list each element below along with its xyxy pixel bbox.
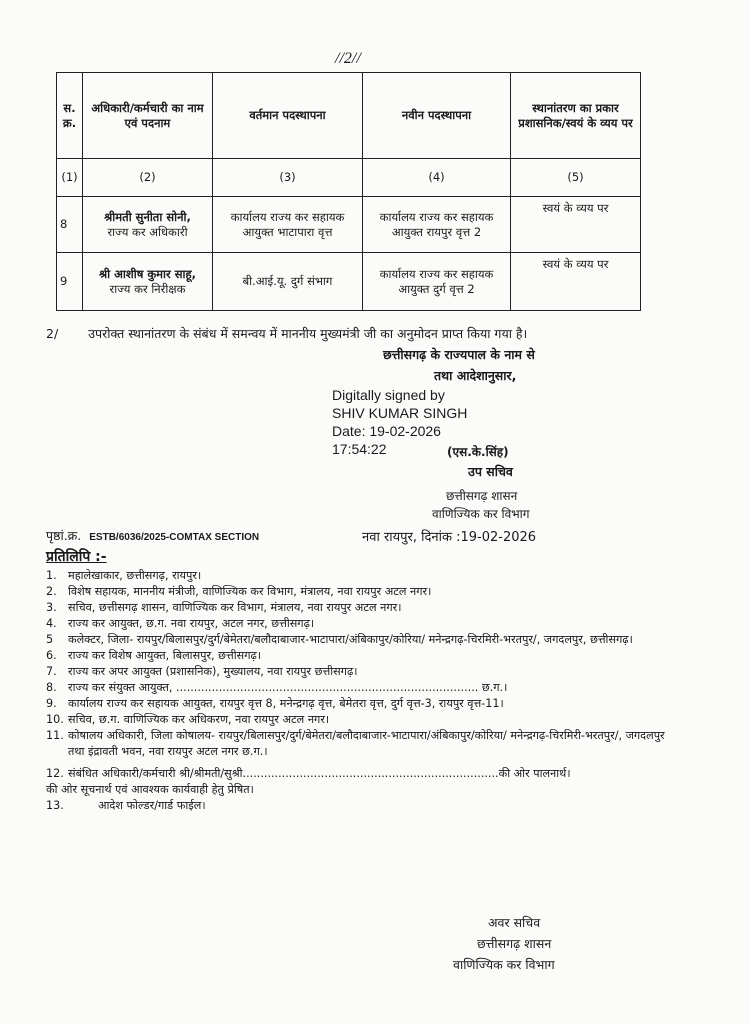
row-transfer-type: स्वयं के व्यय पर — [511, 197, 641, 253]
row-employee — [83, 197, 213, 253]
table-row — [57, 197, 641, 253]
list-item — [24, 782, 666, 798]
signer-short-name: (एस.के.सिंह) — [447, 445, 509, 459]
employee-designation: राज्य कर अधिकारी — [107, 224, 188, 239]
col-header-type: स्थानांतरण का प्रकार प्रशासनिक/स्वयं के व्यय पर — [511, 73, 641, 159]
row-new-posting: कार्यालय राज्य कर सहायक आयुक्त दुर्ग वृत्त 2 — [363, 253, 511, 311]
col-header-sno: स. क्र. — [57, 73, 83, 159]
col-num-2: (2) — [83, 159, 213, 197]
list-item — [46, 616, 666, 632]
item-number: 3. — [46, 601, 57, 614]
item-text: राज्य कर अपर आयुक्त (प्रशासनिक), मुख्यालय, नवा रायपुर छत्तीसगढ़। — [68, 665, 358, 678]
list-item — [46, 728, 666, 760]
employee-designation: राज्य कर निरीक्षक — [109, 281, 186, 296]
col-num-4: (4) — [363, 159, 511, 197]
paragraph-text: उपरोक्त स्थानांतरण के संबंध में समन्वय में माननीय मुख्यमंत्री जी का अनुमोदन प्राप्त किया गया है। — [88, 326, 528, 341]
col-num-3: (3) — [213, 159, 363, 197]
paragraph-number: 2/ — [46, 326, 59, 341]
copy-list — [46, 568, 666, 814]
governor-line-2: तथा आदेशानुसार, — [434, 368, 517, 383]
row-employee — [83, 253, 213, 311]
dsig-line-3: Date: 19-02-2026 — [332, 423, 441, 439]
row-transfer-type: स्वयं के व्यय पर — [511, 253, 641, 311]
item-text: कलेक्टर, जिला- रायपुर/बिलासपुर/दुर्ग/बेमेतरा/बलौदाबाजार-भाटापारा/अंबिकापुर/कोरिया/ मनेन्द्रगढ़-चिरमिरी-भरतपुर/, जगदलपुर, छत्तीसगढ़। — [68, 633, 633, 646]
list-item — [46, 632, 666, 648]
item-text: कोषालय अधिकारी, जिला कोषालय- रायपुर/बिलासपुर/दुर्ग/बेमेतरा/बलौदाबाजार-भाटापारा/अंबिकापुर/कोरिया/ मनेन्द्रगढ़-चिरमिरी-भरतपुर/, जगदलपुर तथा इंद्रावती भवन, नवा रायपुर अटल नगर छ.ग.। — [68, 729, 665, 758]
col-header-new: नवीन पदस्थापना — [363, 73, 511, 159]
item-number — [24, 782, 46, 798]
employee-name: श्री आशीष कुमार साहू, — [99, 266, 196, 281]
reference-label: पृष्ठां.क्र. — [46, 528, 82, 543]
list-item — [46, 766, 666, 782]
place-date: नवा रायपुर, दिनांक :19-02-2026 — [362, 530, 537, 545]
col-num-1: (1) — [57, 159, 83, 197]
signer-designation: उप सचिव — [468, 464, 513, 479]
item-number: 7. — [46, 665, 57, 678]
row-new-posting: कार्यालय राज्य कर सहायक आयुक्त रायपुर वृत्त 2 — [363, 197, 511, 253]
closing-govt: छत्तीसगढ़ शासन — [477, 936, 552, 951]
item-text: कार्यालय राज्य कर सहायक आयुक्त, रायपुर वृत्त 8, मनेन्द्रगढ़ वृत्त, बेमेतरा वृत्त, दुर्ग वृत्त-3, रायपुर वृत्त-11। — [68, 697, 504, 710]
item-text: महालेखाकार, छत्तीसगढ़, रायपुर। — [68, 569, 202, 582]
item-number: 12. — [46, 767, 64, 780]
employee-name: श्रीमती सुनीता सोनी, — [104, 209, 191, 224]
dsig-line-2: SHIV KUMAR SINGH — [332, 405, 468, 421]
page-marker: //2// — [335, 50, 361, 67]
item-text: सचिव, छत्तीसगढ़ शासन, वाणिज्यिक कर विभाग, मंत्रालय, नवा रायपुर अटल नगर। — [68, 601, 402, 614]
item-text: संबंधित अधिकारी/कर्मचारी श्री/श्रीमती/सुश्री........................................................................की ओर पालनार्थ। — [68, 767, 571, 780]
item-number: 4. — [46, 617, 57, 630]
list-item — [46, 680, 666, 696]
item-text: विशेष सहायक, माननीय मंत्रीजी, वाणिज्यिक कर विभाग, मंत्रालय, नवा रायपुर अटल नगर। — [68, 585, 432, 598]
item-text: राज्य कर आयुक्त, छ.ग. नवा रायपुर, अटल नगर, छत्तीसगढ़। — [68, 617, 315, 630]
reference-code: ESTB/6036/2025-COMTAX SECTION — [89, 532, 260, 543]
item-number: 1. — [46, 569, 57, 582]
list-item — [46, 798, 666, 814]
row-current-posting: कार्यालय राज्य कर सहायक आयुक्त भाटापारा वृत्त — [213, 197, 363, 253]
paragraph-2 — [46, 325, 527, 342]
list-item — [46, 600, 666, 616]
closing-dept: वाणिज्यिक कर विभाग — [453, 957, 555, 972]
column-number-row — [57, 159, 641, 197]
governor-line-1: छत्तीसगढ़ के राज्यपाल के नाम से — [383, 347, 535, 362]
item-number: 13. — [46, 799, 64, 812]
item-text: आदेश फोल्डर/गार्ड फाईल। — [98, 799, 206, 812]
row-sno: 8 — [57, 197, 83, 253]
reference-number — [46, 527, 259, 544]
table-row — [57, 253, 641, 311]
item-number: 10. — [46, 713, 64, 726]
row-current-posting: बी.आई.यू. दुर्ग संभाग — [213, 253, 363, 311]
item-number: 2. — [46, 585, 57, 598]
item-number: 9. — [46, 697, 57, 710]
dsig-line-1: Digitally signed by — [332, 387, 445, 403]
list-item — [46, 712, 666, 728]
item-number: 8. — [46, 681, 57, 694]
item-number: 5 — [46, 633, 54, 646]
col-num-5: (5) — [511, 159, 641, 197]
item-text: सचिव, छ.ग. वाणिज्यिक कर अधिकरण, नवा रायपुर अटल नगर। — [68, 713, 330, 726]
list-item — [46, 584, 666, 600]
list-item — [46, 664, 666, 680]
closing-designation: अवर सचिव — [488, 915, 541, 930]
list-item — [46, 648, 666, 664]
table-header-row — [57, 73, 641, 159]
item-text: राज्य कर संयुक्त आयुक्त, ..................................................................................... छ.ग.। — [68, 681, 508, 694]
col-header-name: अधिकारी/कर्मचारी का नाम एवं पदनाम — [83, 73, 213, 159]
list-item — [46, 568, 666, 584]
dsig-line-4: 17:54:22 — [332, 441, 387, 457]
transfer-table — [56, 72, 641, 311]
item-text: की ओर सूचनार्थ एवं आवश्यक कार्यवाही हेतु प्रेषित। — [46, 783, 254, 796]
item-text: राज्य कर विशेष आयुक्त, बिलासपुर, छत्तीसगढ़। — [68, 649, 262, 662]
col-header-current: वर्तमान पदस्थापना — [213, 73, 363, 159]
list-item — [46, 696, 666, 712]
row-sno: 9 — [57, 253, 83, 311]
dept-line-2: वाणिज्यिक कर विभाग — [432, 507, 530, 521]
item-number: 11. — [46, 729, 64, 742]
item-number: 6. — [46, 649, 57, 662]
copy-heading: प्रतिलिपि :- — [46, 549, 107, 565]
dept-line-1: छत्तीसगढ़ शासन — [446, 489, 518, 503]
